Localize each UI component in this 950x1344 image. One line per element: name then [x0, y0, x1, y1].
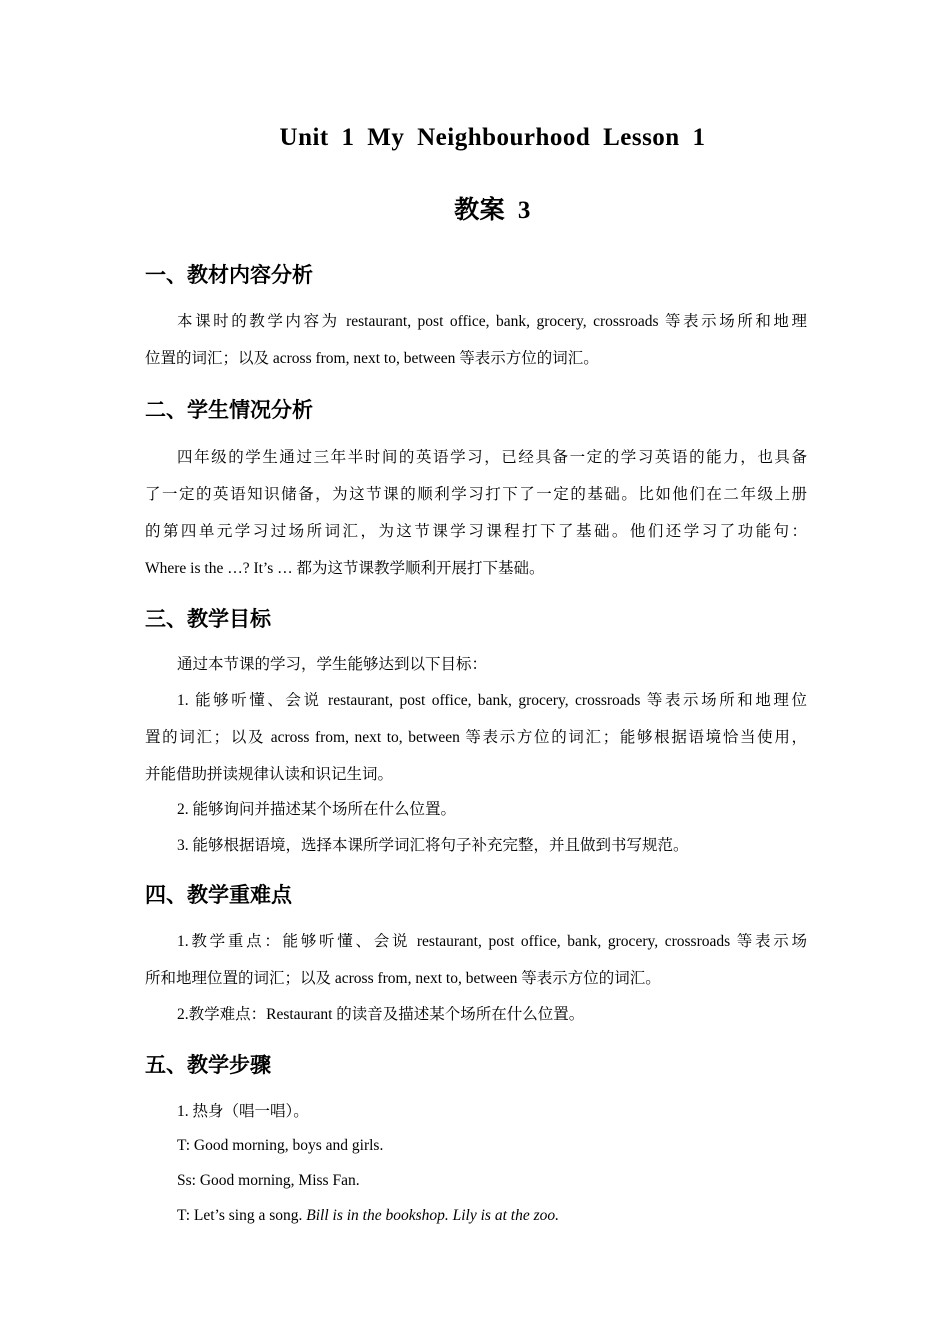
section-heading-3: 三、教学目标 [145, 607, 271, 631]
paragraph-line: 2. 能够询问并描述某个场所在什么位置。 [177, 801, 457, 818]
document-title: Unit 1 My Neighbourhood Lesson 1 [279, 124, 706, 151]
section-heading-2: 二、学生情况分析 [145, 398, 313, 422]
dialogue-line: T: Good morning, boys and girls. [177, 1137, 384, 1154]
paragraph-line: 四年级的学生通过三年半时间的英语学习，已经具备一定的学习英语的能力，也具备 [177, 449, 807, 466]
dialogue-text: T: Let’s sing a song. [177, 1207, 307, 1224]
paragraph-line: 1.教学重点：能够听懂、会说 restaurant, post office, bank, grocery, crossroads 等表示场 [177, 933, 807, 950]
document-subtitle: 教案 3 [454, 197, 531, 224]
song-lyrics: Bill is in the bookshop. Lily is at the zoo. [306, 1207, 559, 1224]
paragraph-line: 并能借助拼读规律认读和识记生词。 [145, 766, 394, 783]
paragraph-line: 位置的词汇；以及 across from, next to, between 等表示方位的词汇。 [145, 350, 599, 367]
section-heading-1: 一、教材内容分析 [145, 263, 313, 287]
paragraph-line: 置的词汇；以及 across from, next to, between 等表示方位的词汇；能够根据语境恰当使用， [145, 729, 807, 746]
dialogue-line: Ss: Good morning, Miss Fan. [177, 1172, 360, 1189]
paragraph-line: 通过本节课的学习，学生能够达到以下目标： [177, 656, 488, 673]
paragraph-line: 3. 能够根据语境，选择本课所学词汇将句子补充完整，并且做到书写规范。 [177, 837, 689, 854]
paragraph-line: 的第四单元学习过场所词汇，为这节课学习课程打下了基础。他们还学习了功能句： [145, 523, 807, 540]
section-heading-5: 五、教学步骤 [145, 1053, 271, 1077]
paragraph-line: 了一定的英语知识储备，为这节课的顺利学习打下了一定的基础。比如他们在二年级上册 [145, 486, 807, 503]
paragraph-line: 本课时的教学内容为 restaurant, post office, bank, grocery, crossroads 等表示场所和地理 [177, 313, 807, 330]
paragraph-line: 2.教学难点：Restaurant 的读音及描述某个场所在什么位置。 [177, 1006, 585, 1023]
section-heading-4: 四、教学重难点 [145, 883, 292, 907]
paragraph-line: 1. 能够听懂、会说 restaurant, post office, bank, grocery, crossroads 等表示场所和地理位 [177, 692, 807, 709]
dialogue-line [177, 1206, 559, 1226]
paragraph-line: 1. 热身（唱一唱）。 [177, 1103, 309, 1120]
paragraph-line: Where is the …? It’s … 都为这节课教学顺利开展打下基础。 [145, 560, 545, 577]
paragraph-line: 所和地理位置的词汇；以及 across from, next to, between 等表示方位的词汇。 [145, 970, 661, 987]
